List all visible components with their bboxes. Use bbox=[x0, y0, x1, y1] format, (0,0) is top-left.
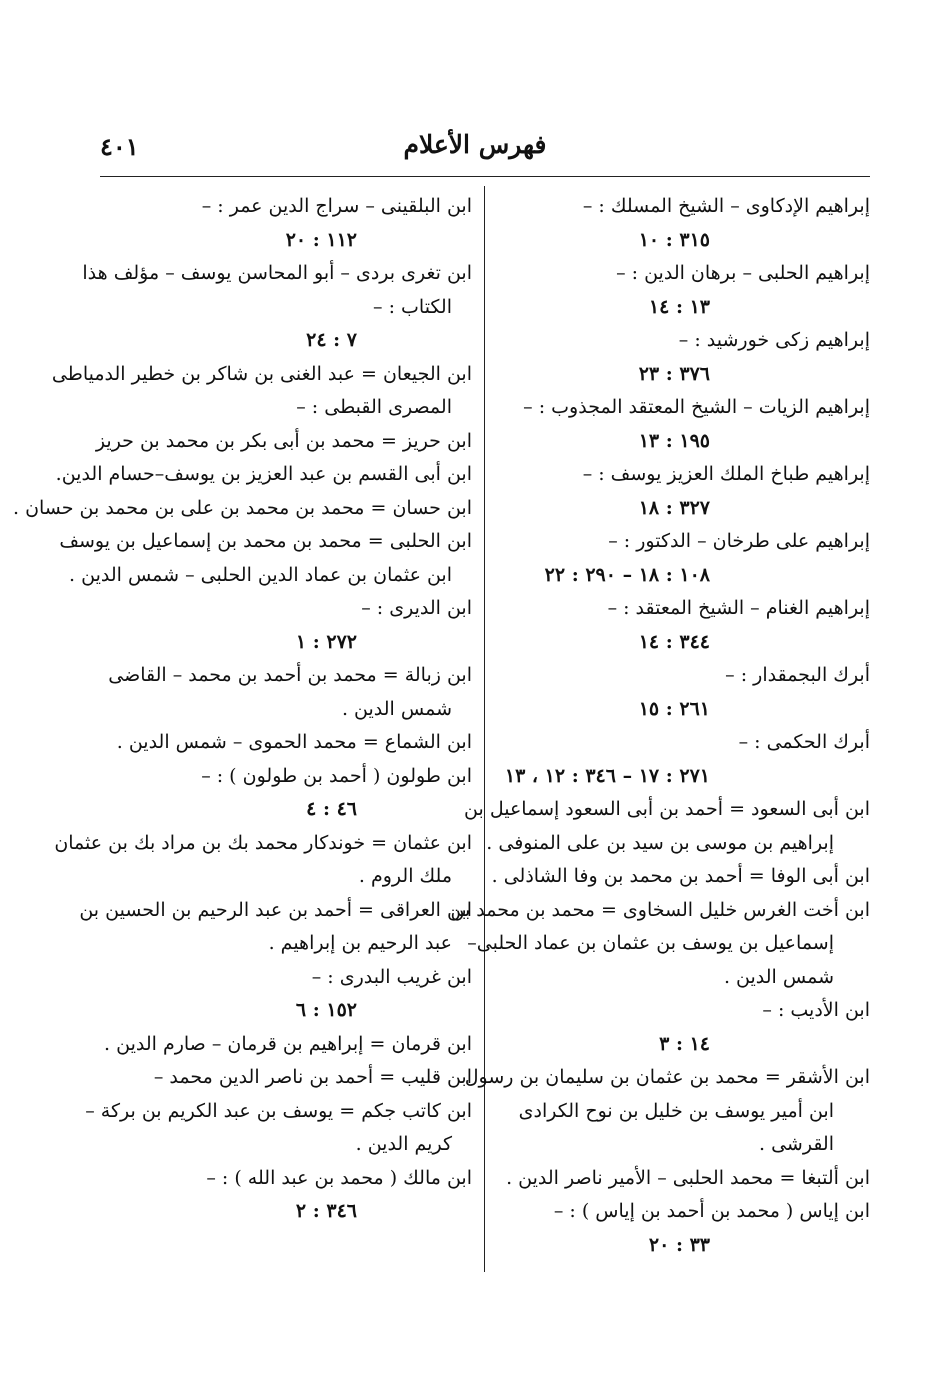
page-reference: ١١٢ : ٢٠ bbox=[285, 228, 357, 251]
index-entry-line: ابن الجيعان = عبد الغنى بن شاكر بن خطير الدمياطى bbox=[51, 362, 472, 385]
index-entry-line: ابن غريب البدرى : – bbox=[311, 965, 472, 988]
header-rule bbox=[100, 176, 870, 177]
index-entry-line: إبراهيم الحلبى – برهان الدين : – bbox=[616, 262, 870, 284]
page-reference: ١٠٨ : ١٨ – ٢٩٠ : ٢٢ bbox=[544, 563, 710, 586]
index-entry-line: عبد الرحيم بن إبراهيم . bbox=[268, 932, 452, 954]
index-entry-line: إبراهيم طباخ الملك العزيز يوسف : – bbox=[582, 463, 870, 485]
index-entry-line: ابن أبى الوفا = أحمد بن محمد بن وفا الشاذلى . bbox=[491, 865, 870, 887]
index-entry-line: ابن كاتب جكم = يوسف بن عبد الكريم بن بركة – bbox=[85, 1099, 472, 1122]
index-entry-line: أبرك الحكمى : – bbox=[738, 731, 870, 753]
index-entry-line: إسماعيل بن يوسف بن عثمان بن عماد الحلبى– bbox=[467, 932, 834, 954]
index-entry-line: ابن مالك ( محمد بن عبد الله ) : – bbox=[206, 1166, 472, 1189]
index-entry-line: ابن أبى القسم بن عبد العزيز بن يوسف–حسام الدين. bbox=[55, 463, 472, 485]
page-reference: ٤٦ : ٤ bbox=[306, 798, 357, 820]
index-entry-line: المصرى القبطى : – bbox=[296, 396, 452, 418]
index-entry-line: القرشى . bbox=[759, 1133, 834, 1155]
index-entry-line: كريم الدين . bbox=[355, 1133, 452, 1155]
index-entry-line: ابن الأديب : – bbox=[762, 999, 870, 1021]
index-entry-line: ابن أبى السعود = أحمد بن أبى السعود إسماعيل بن bbox=[464, 798, 870, 820]
page-title: فهرس الأعلام bbox=[403, 130, 547, 159]
index-entry-line: ابن أخت الغرس خليل السخاوى = محمد بن محمد بن bbox=[450, 898, 870, 921]
page-reference: ٣٣ : ٢٠ bbox=[648, 1233, 710, 1256]
index-entry-line: ابن حسان = محمد بن محمد بن على بن محمد بن حسان . bbox=[12, 496, 472, 519]
index-entry-line: ابن إياس ( محمد بن أحمد بن إياس ) : – bbox=[553, 1200, 870, 1222]
index-entry-line: ابن أمير يوسف بن خليل بن نوح الكرادى bbox=[518, 1099, 834, 1122]
page-header bbox=[100, 130, 850, 170]
index-entry-line: ابن ألتبغا = محمد الحلبى – الأمير ناصر الدين . bbox=[506, 1166, 870, 1189]
index-entry-line: إبراهيم بن موسى بن سيد بن على المنوفى . bbox=[486, 831, 834, 854]
index-entry-line: شمس الدين . bbox=[723, 965, 834, 988]
page-reference: ٧ : ٢٤ bbox=[306, 329, 357, 351]
right-column bbox=[450, 190, 870, 1262]
index-entry-line: ابن العراقى = أحمد بن عبد الرحيم بن الحسين بن bbox=[79, 898, 472, 921]
index-entry-line: ابن البلقينى – سراج الدين عمر : – bbox=[201, 195, 472, 217]
index-entry-line: ابن تغرى بردى – أبو المحاسن يوسف – مؤلف هذا bbox=[82, 262, 472, 284]
page-reference: ٣٢٧ : ١٨ bbox=[638, 496, 710, 519]
index-entry-line: إبراهيم الغنام – الشيخ المعتقد : – bbox=[607, 597, 870, 619]
page-reference: ٣١٥ : ١٠ bbox=[638, 228, 710, 251]
index-entry-line: إبراهيم على طرخان – الدكتور : – bbox=[608, 530, 870, 552]
index-entry-line: ابن قرمان = إبراهيم بن قرمان – صارم الدين . bbox=[104, 1032, 472, 1055]
column-divider bbox=[484, 186, 485, 1272]
page-reference: ٣٤٤ : ١٤ bbox=[638, 630, 710, 653]
left-column bbox=[12, 190, 472, 1229]
index-entry-line: إبراهيم الزيات – الشيخ المعتقد المجذوب : – bbox=[523, 396, 870, 418]
page-reference: ٢٦١ : ١٥ bbox=[638, 697, 710, 720]
index-entry-line: إبراهيم زكى خورشيد : – bbox=[678, 329, 870, 351]
index-entry-line: ملك الروم . bbox=[358, 865, 452, 887]
index-entry-line: ابن قليب = أحمد بن ناصر الدين محمد – bbox=[153, 1066, 472, 1088]
index-entry-line: أبرك البجمقدار : – bbox=[725, 664, 870, 686]
page-reference: ٣٤٦ : ٢ bbox=[295, 1200, 357, 1222]
page-reference: ٢٧٢ : ١ bbox=[295, 630, 357, 653]
index-entry-line: الكتاب : – bbox=[373, 295, 452, 318]
index-entry-line: إبراهيم الإدكاوى – الشيخ المسلك : – bbox=[582, 195, 870, 217]
index-entry-line: ابن زبالة = محمد بن أحمد بن محمد – القاضى bbox=[108, 664, 472, 686]
index-entry-line: شمس الدين . bbox=[341, 697, 452, 720]
page-reference: ١٥٢ : ٦ bbox=[295, 999, 357, 1021]
index-entry-line: ابن عثمان = خوندكار محمد بك بن مراد بك بن عثمان bbox=[54, 831, 472, 854]
index-entry-line: ابن طولون ( أحمد بن طولون ) : – bbox=[201, 764, 472, 787]
page-reference: ١٣ : ١٤ bbox=[648, 295, 710, 318]
index-entry-line: ابن الديرى : – bbox=[361, 597, 472, 619]
index-entry-line: ابن حريز = محمد بن أبى بكر بن محمد بن حريز bbox=[95, 429, 472, 452]
page-reference: ٢٧١ : ١٧ – ٣٤٦ : ١٢ ، ١٣ bbox=[504, 764, 710, 787]
index-entry-line: ابن عثمان بن عماد الدين الحلبى – شمس الدين . bbox=[69, 563, 452, 586]
index-entry-line: ابن الأشقر = محمد بن عثمان بن سليمان بن رسول bbox=[464, 1066, 870, 1088]
index-entry-line: ابن الشماع = محمد الحموى – شمس الدين . bbox=[116, 731, 472, 753]
page-reference: ١٩٥ : ١٣ bbox=[638, 429, 710, 452]
page-number: ٤٠١ bbox=[100, 132, 139, 161]
page-reference: ٣٧٦ : ٢٣ bbox=[638, 362, 710, 385]
index-entry-line: ابن الحلبى = محمد بن محمد بن إسماعيل بن يوسف bbox=[59, 530, 472, 552]
page-reference: ١٤ : ٣ bbox=[659, 1032, 710, 1055]
